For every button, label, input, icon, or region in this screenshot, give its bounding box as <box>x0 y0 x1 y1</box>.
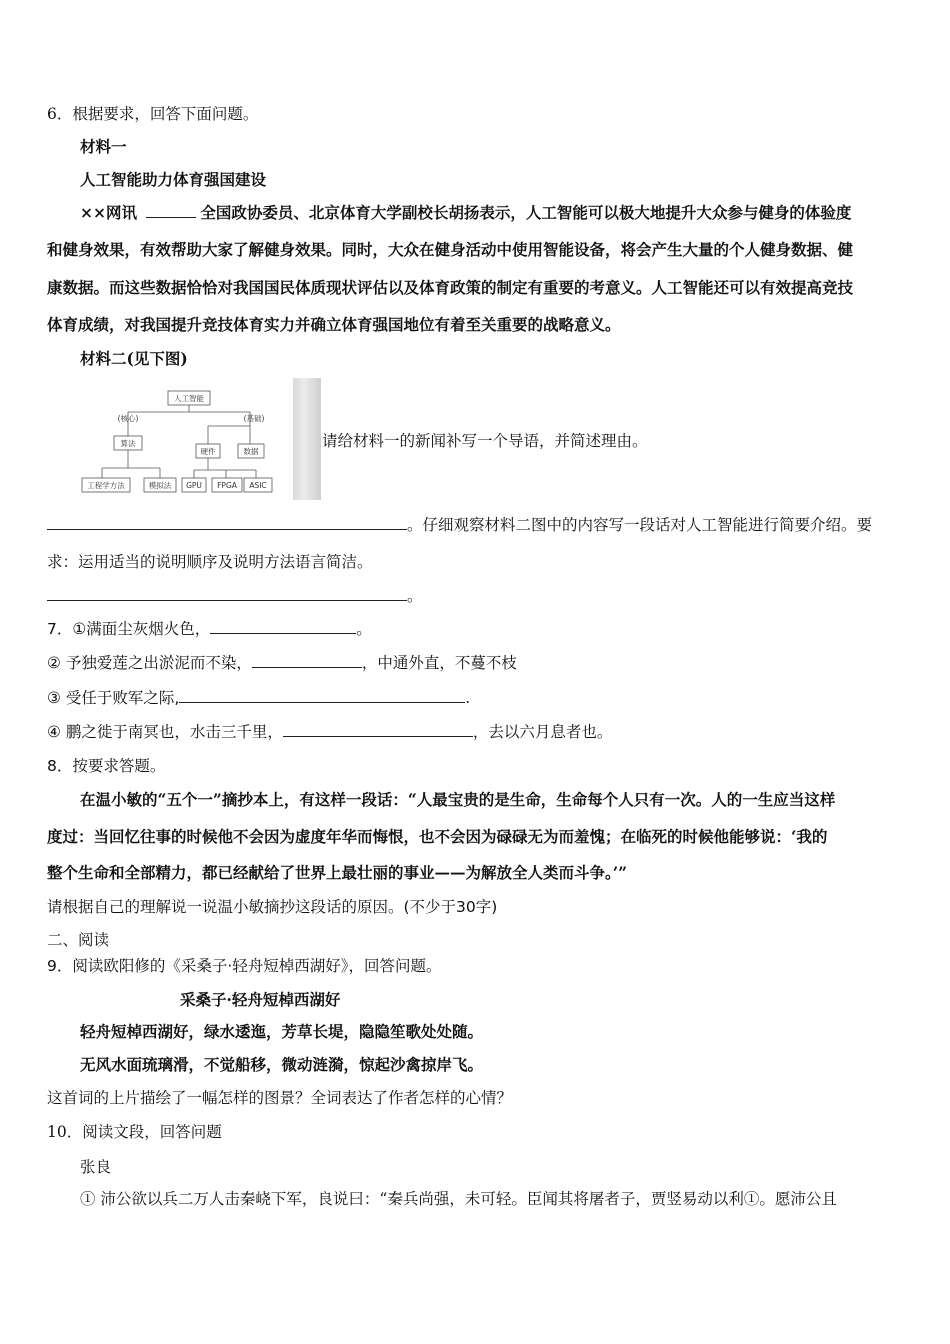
answer-blank-1[interactable] <box>47 515 407 530</box>
material-1-text-1: 全国政协委员、北京体育大学副校长胡扬表示，人工智能可以极大地提升大众参与健身的体验度 <box>200 203 852 222</box>
material-1-heading: 人工智能助力体育强国建设 <box>80 170 267 189</box>
q7-blank-3[interactable] <box>179 688 465 703</box>
q10-passage-1: ① 沛公欲以兵二万人击秦峣下军，良说曰：“秦兵尚强，未可轻。臣闻其将屠者子，贾竖易动以利①。愿沛公且 <box>80 1190 837 1208</box>
label-base: (基础) <box>243 414 265 423</box>
label-core: (核心) <box>117 414 139 423</box>
node-asic: ASIC <box>249 481 267 490</box>
q7-l3-b: . <box>465 689 471 707</box>
end-mark: 。 <box>407 587 423 605</box>
node-hardware: 硬件 <box>200 447 216 456</box>
q8-question: 请根据自己的理解说一说温小敏摘抄这段话的原因。(不少于30字) <box>47 898 498 916</box>
poem-line-1: 轻舟短棹西湖好，绿水逶迤，芳草长堤，隐隐笙歌处处随。 <box>80 1022 484 1041</box>
node-fpga: FPGA <box>217 481 237 490</box>
node-eng: 工程学方法 <box>87 481 125 490</box>
q7-line-1 <box>47 619 372 639</box>
section-2-title: 二、阅读 <box>47 931 110 949</box>
q7-l1-a: 7．①满面尘灰烟火色， <box>47 620 211 638</box>
answer-blank-2[interactable] <box>47 586 407 601</box>
task-2-line-3 <box>47 586 423 606</box>
q8-passage-2: 度过：当回忆往事的时候他不会因为虚度年华而悔恨，也不会因为碌碌无为而羞愧；在临死的时候他能够说：‘我的 <box>47 827 828 846</box>
task-1: 请给材料一的新闻补写一个导语，并简述理由。 <box>322 432 648 450</box>
q9-question: 这首词的上片描绘了一幅怎样的图景？全词表达了作者怎样的心情？ <box>47 1089 513 1107</box>
q10-passage-name: 张良 <box>80 1158 112 1176</box>
q7-blank-2[interactable] <box>252 653 362 668</box>
material-1-line-3: 康数据。而这些数据恰恰对我国国民体质现状评估以及体育政策的制定有重要的考意义。人工智能还可以有效提高竞技 <box>47 278 854 297</box>
q7-l2-a: ② 予独爱莲之出淤泥而不染， <box>47 654 252 672</box>
material-1-line-4: 体育成绩，对我国提升竞技体育实力并确立体育强国地位有着至关重要的战略意义。 <box>47 315 621 334</box>
task-2-line-2: 求：运用适当的说明顺序及说明方法语言简洁。 <box>47 553 373 571</box>
q7-l4-b: ，去以六月息者也。 <box>472 723 613 741</box>
node-sim: 模拟法 <box>148 481 172 490</box>
q7-l4-a: ④ 鹏之徙于南冥也，水击三千里， <box>47 723 283 741</box>
q9-title: 9．阅读欧阳修的《采桑子·轻舟短棹西湖好》，回答问题。 <box>47 957 442 975</box>
poem-line-2: 无风水面琉璃滑，不觉船移，微动涟漪，惊起沙禽掠岸飞。 <box>80 1055 484 1074</box>
q7-l2-b: ，中通外直，不蔓不枝 <box>361 654 517 672</box>
q8-passage-3: 整个生命和全部精力，都已经献给了世界上最壮丽的事业——为解放全人类而斗争。’” <box>47 863 628 882</box>
material-1-label: 材料一 <box>80 137 127 156</box>
q7-line-3 <box>47 688 470 708</box>
lead-blank[interactable] <box>146 203 196 218</box>
q8-title: 8．按要求答题。 <box>47 757 166 775</box>
node-data: 数据 <box>243 447 259 456</box>
q7-line-2 <box>47 653 517 673</box>
task-2-text-a: 。仔细观察材料二图中的内容写一段话对人工智能进行简要介绍。要 <box>407 516 873 534</box>
material-1-line-1 <box>80 203 851 223</box>
q6-title: 6．根据要求，回答下面问题。 <box>47 105 259 123</box>
task-2-line-1 <box>47 515 872 535</box>
news-source: ××网讯 <box>80 203 137 222</box>
q7-l1-b: 。 <box>356 620 372 638</box>
q7-blank-1[interactable] <box>210 619 356 634</box>
poem-title: 采桑子·轻舟短棹西湖好 <box>180 990 341 1009</box>
node-root: 人工智能 <box>174 394 204 403</box>
node-algo: 算法 <box>120 439 136 448</box>
q7-l3-a: ③ 受任于败军之际, <box>47 689 180 707</box>
material-1-line-2: 和健身效果，有效帮助大家了解健身效果。同时，大众在健身活动中使用智能设备，将会产生大量的个人健身数据、健 <box>47 240 854 259</box>
q7-blank-4[interactable] <box>283 722 473 737</box>
q7-line-4 <box>47 722 612 742</box>
ai-structure-diagram <box>80 378 322 500</box>
node-gpu: GPU <box>186 481 202 490</box>
q8-passage-1: 在温小敏的“五个一”摘抄本上，有这样一段话：“人最宝贵的是生命，生命每个人只有一次。人的一生应当这样 <box>80 790 836 809</box>
material-2-label: 材料二(见下图) <box>80 349 188 368</box>
q10-title: 10．阅读文段，回答问题 <box>47 1123 222 1141</box>
